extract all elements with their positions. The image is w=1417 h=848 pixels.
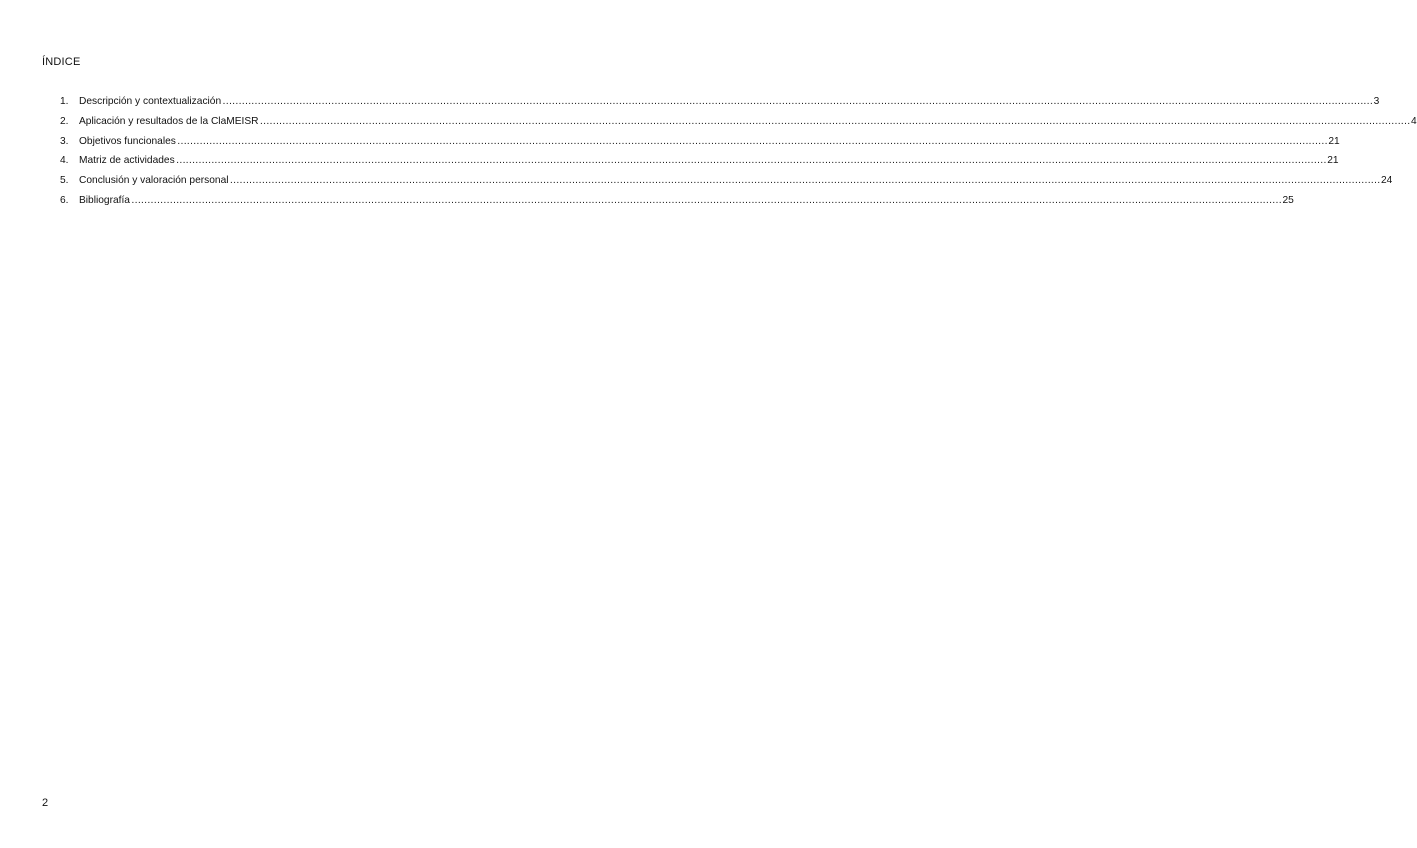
toc-entry-label: Bibliografía	[79, 194, 130, 206]
toc-entry-label: Matriz de actividades	[79, 155, 175, 167]
toc-entry-label: Descripción y contextualización	[79, 96, 222, 107]
page-number: 2	[42, 797, 49, 809]
toc-entry-page: 3	[1373, 96, 1380, 107]
toc-entry-label: Aplicación y resultados de la ClaMEISR	[79, 115, 259, 127]
toc-entry	[60, 175, 1393, 195]
table-of-contents	[60, 96, 1417, 215]
toc-entry-number: 4.	[60, 155, 69, 167]
toc-entry-page: 21	[1327, 155, 1339, 167]
toc-entry	[60, 115, 1417, 136]
page-title: ÍNDICE	[42, 56, 81, 68]
toc-entry-number: 1.	[60, 96, 69, 107]
toc-leader-dots: ………………………………………………………………………………………………………………………………………………………………………………………………………………………………………………………………………………………………………………………………	[259, 115, 1411, 127]
toc-entry-number: 2.	[60, 115, 69, 127]
toc-leader-dots: ………………………………………………………………………………………………………………………………………………………………………………………………………………………………………………………………………………………………………………………………	[229, 175, 1381, 187]
toc-entry-number: 3.	[60, 135, 69, 147]
toc-entry-label: Objetivos funcionales	[79, 135, 176, 147]
toc-entry	[60, 155, 1339, 175]
toc-entry	[60, 135, 1340, 156]
toc-entry-page: 21	[1328, 135, 1340, 147]
toc-entry	[60, 194, 1294, 215]
toc-entry-page: 24	[1381, 175, 1393, 187]
toc-entry-label: Conclusión y valoración personal	[79, 175, 229, 187]
toc-leader-dots: ………………………………………………………………………………………………………………………………………………………………………………………………………………………………………………………………………………………………………………………………	[176, 135, 1328, 147]
toc-leader-dots: ………………………………………………………………………………………………………………………………………………………………………………………………………………………………………………………………………………………………………………………………	[222, 96, 1373, 107]
toc-leader-dots: ………………………………………………………………………………………………………………………………………………………………………………………………………………………………………………………………………………………………………………………………	[130, 194, 1282, 206]
toc-leader-dots: ………………………………………………………………………………………………………………………………………………………………………………………………………………………………………………………………………………………………………………………………	[175, 155, 1327, 167]
toc-entry-number: 5.	[60, 175, 69, 187]
toc-entry	[60, 96, 1380, 116]
toc-entry-number: 6.	[60, 194, 69, 206]
toc-entry-page: 4	[1411, 115, 1417, 127]
toc-entry-page: 25	[1282, 194, 1294, 206]
